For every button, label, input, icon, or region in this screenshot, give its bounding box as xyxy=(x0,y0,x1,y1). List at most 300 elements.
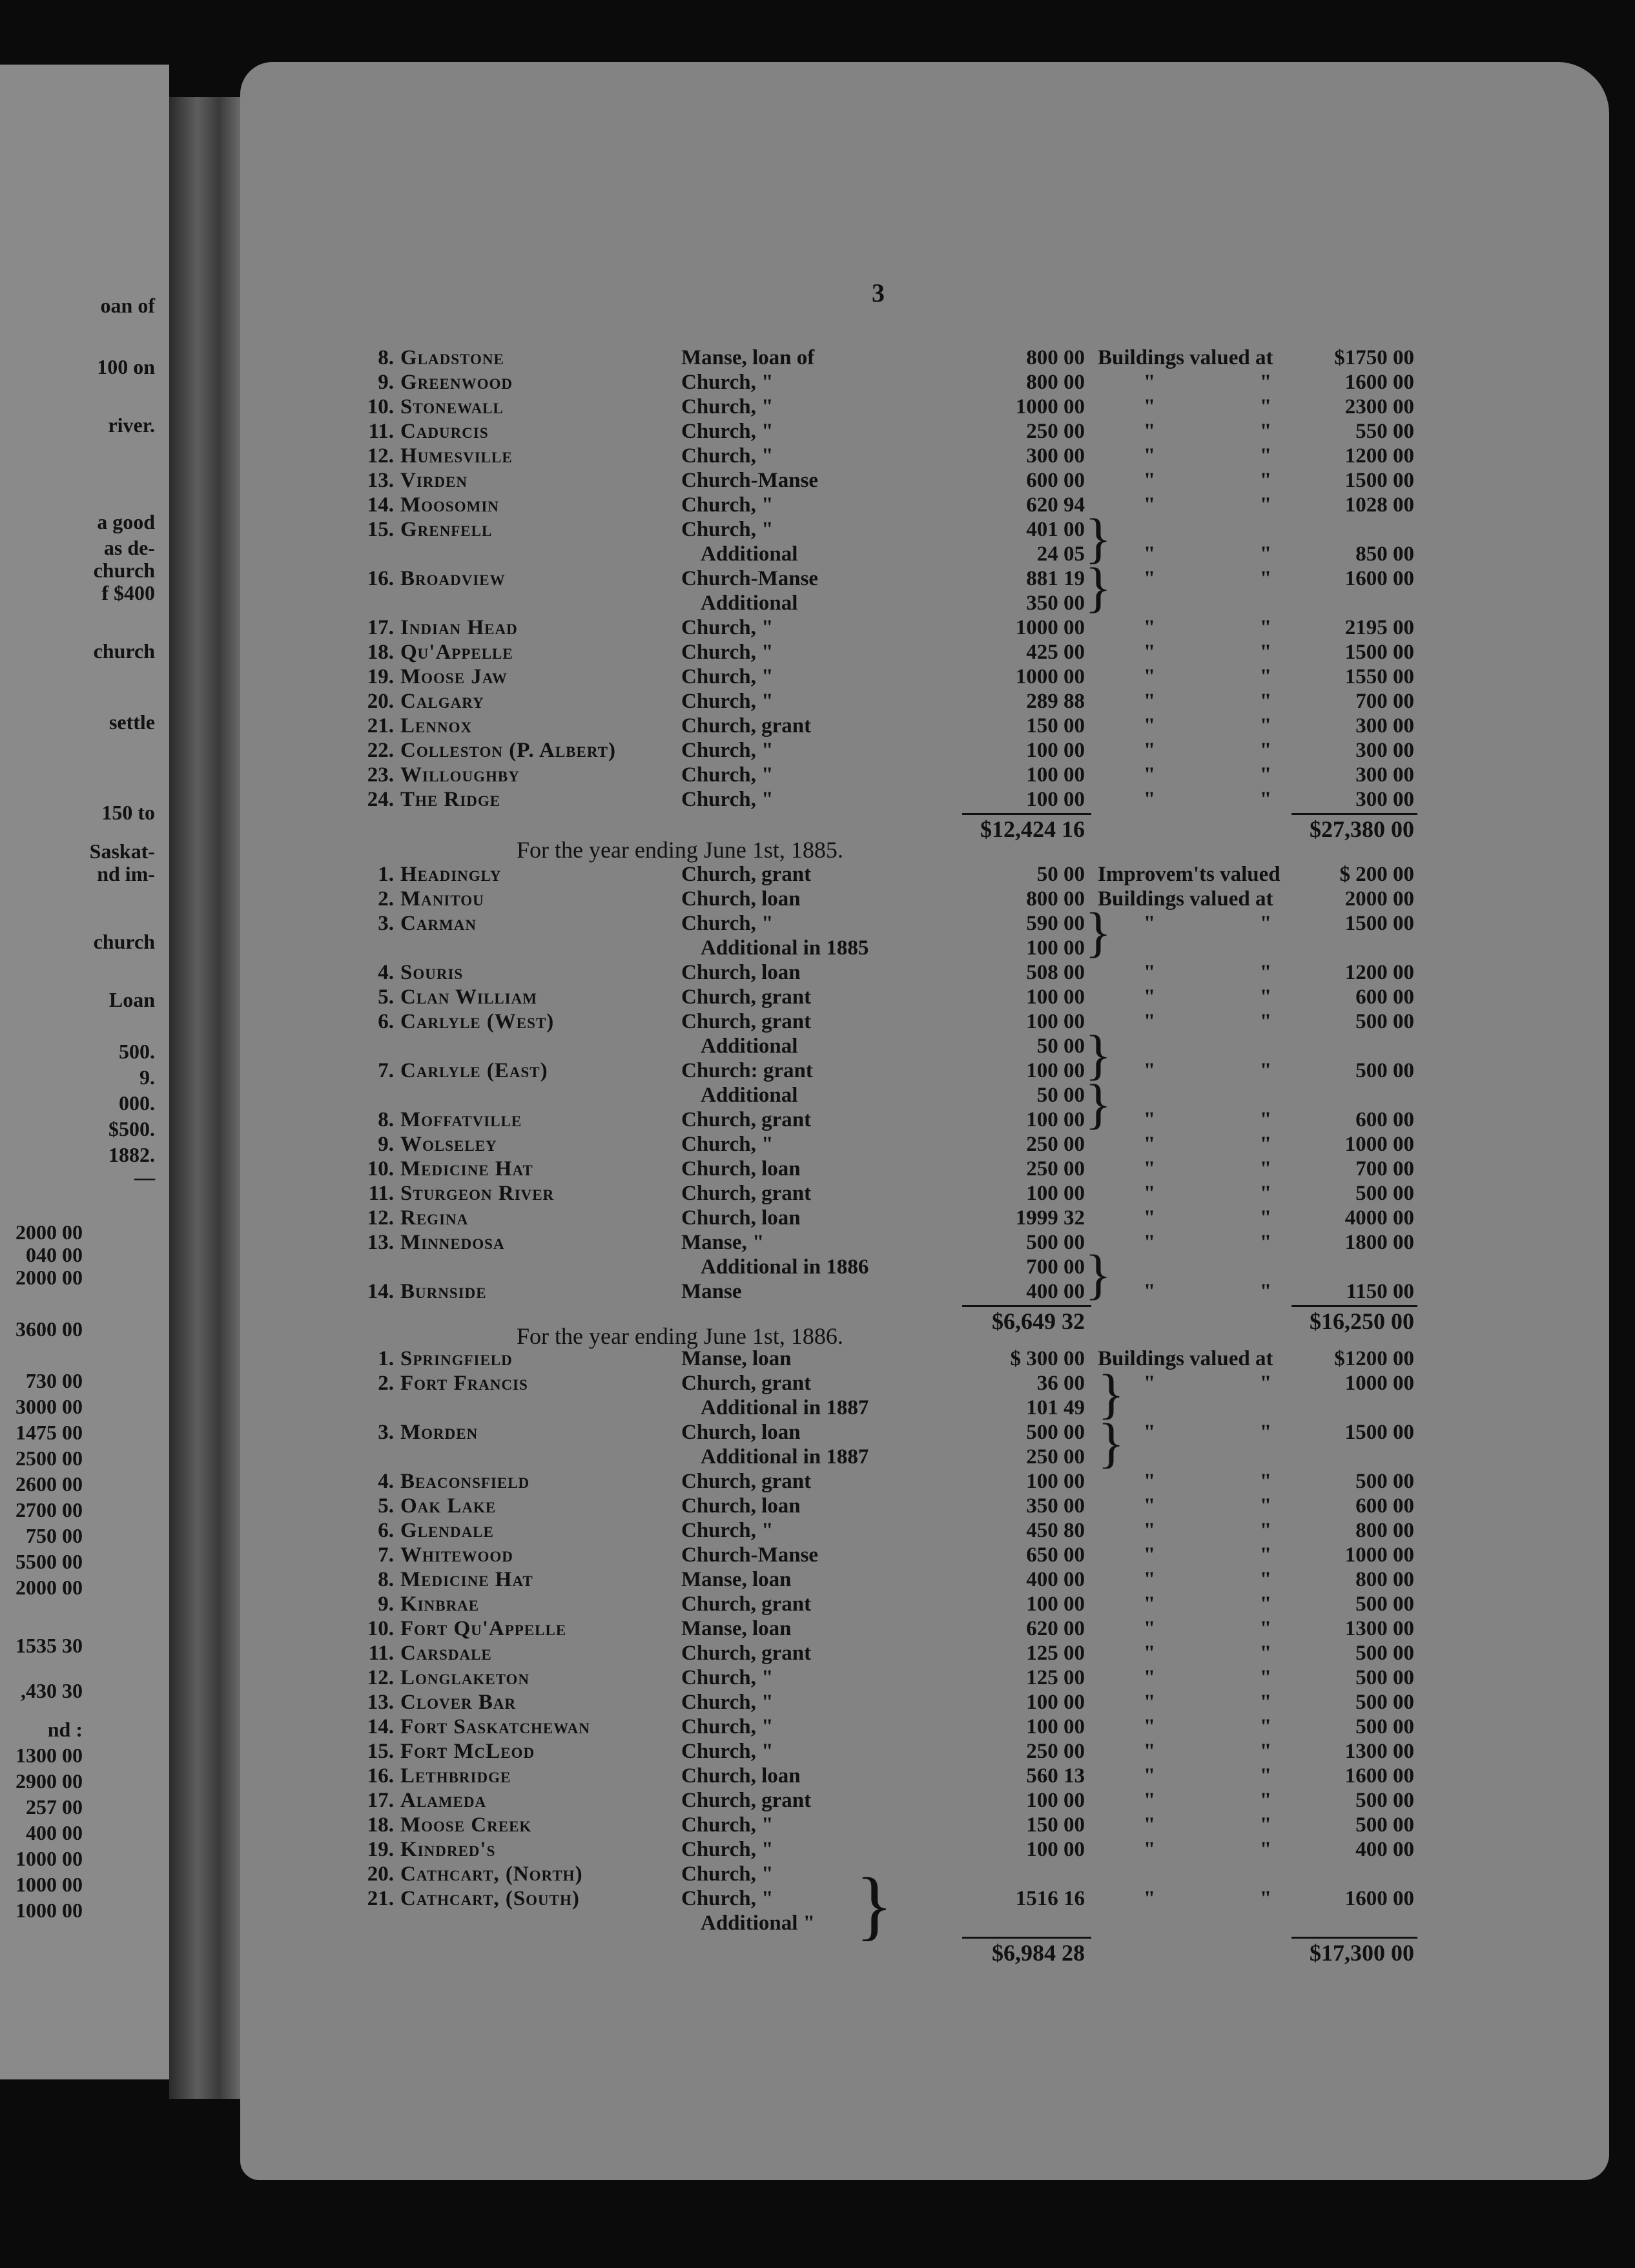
left-page-number: 1000 00 xyxy=(15,1847,83,1870)
ditto-mark: " xyxy=(1259,1231,1272,1254)
entry-place-name: Moose Jaw xyxy=(400,665,508,688)
entry-place-name: Qu'Appelle xyxy=(400,641,513,664)
ditto-mark: " xyxy=(1143,1617,1156,1640)
valuation-amount: 1150 00 xyxy=(1346,1280,1414,1303)
ditto-mark: " xyxy=(1143,1740,1156,1763)
entry-amount: 401 00 xyxy=(1026,518,1085,541)
valuation-amount: 500 00 xyxy=(1355,1789,1414,1812)
entry-type: Manse, loan xyxy=(681,1347,792,1370)
entry-place-name: Carlyle (West) xyxy=(400,1010,555,1033)
entry-number: 13. xyxy=(367,469,394,492)
entry-amount: 590 00 xyxy=(1026,912,1085,935)
ditto-mark: " xyxy=(1143,1108,1156,1131)
additional-label: Additional xyxy=(701,592,798,615)
left-page-number: 257 00 xyxy=(26,1795,83,1819)
ditto-mark: " xyxy=(1143,912,1156,935)
grouping-brace: } xyxy=(1085,1024,1112,1086)
entry-amount: 100 00 xyxy=(1026,1691,1085,1714)
entry-number: 7. xyxy=(378,1543,394,1567)
ditto-mark: " xyxy=(1143,493,1156,517)
left-page-number: 2900 00 xyxy=(15,1769,83,1793)
section-total-amount: $6,984 28 xyxy=(992,1940,1085,1966)
entry-place-name: Moffatville xyxy=(400,1108,522,1131)
ditto-mark: " xyxy=(1259,665,1272,688)
entry-place-name: Morden xyxy=(400,1421,478,1444)
entry-number: 12. xyxy=(367,1206,394,1230)
entry-type: Church, loan xyxy=(681,961,801,984)
left-page-number: 400 00 xyxy=(26,1821,83,1844)
entry-type: Church, " xyxy=(681,665,774,688)
grouping-brace: } xyxy=(1085,507,1112,569)
entry-type: Church, loan xyxy=(681,1421,801,1444)
entry-number: 22. xyxy=(367,739,394,762)
ditto-mark: " xyxy=(1259,1157,1272,1180)
entry-amount: 125 00 xyxy=(1026,1642,1085,1665)
entry-amount: 50 00 xyxy=(1036,1084,1085,1107)
valuation-amount: 300 00 xyxy=(1355,788,1414,811)
valuation-label: Improvem'ts valued xyxy=(1098,863,1280,886)
entry-place-name: Minnedosa xyxy=(400,1231,505,1254)
entry-amount: 400 00 xyxy=(1026,1568,1085,1591)
entry-type: Church, grant xyxy=(681,1108,812,1131)
valuation-amount: 1800 00 xyxy=(1344,1231,1414,1254)
entry-number: 11. xyxy=(368,420,394,443)
entry-amount: 100 00 xyxy=(1026,1789,1085,1812)
valuation-amount: 550 00 xyxy=(1355,420,1414,443)
grouping-brace: } xyxy=(856,1862,893,1948)
ditto-mark: " xyxy=(1259,371,1272,394)
additional-label: Additional " xyxy=(701,1912,815,1935)
entry-number: 5. xyxy=(378,985,394,1009)
entry-amount: 600 00 xyxy=(1026,469,1085,492)
valuation-amount: 1500 00 xyxy=(1344,1421,1414,1444)
valuation-amount: 1600 00 xyxy=(1344,1887,1414,1910)
valuation-amount: 500 00 xyxy=(1355,1059,1414,1082)
entry-type: Church, " xyxy=(681,1813,774,1837)
entry-number: 13. xyxy=(367,1691,394,1714)
entry-place-name: The Ridge xyxy=(400,788,501,811)
entry-amount: 300 00 xyxy=(1026,444,1085,468)
ditto-mark: " xyxy=(1143,444,1156,468)
entry-number: 23. xyxy=(367,763,394,787)
entry-type: Church, " xyxy=(681,518,774,541)
entry-amount: 24 05 xyxy=(1036,542,1085,566)
entry-place-name: Headingly xyxy=(400,863,502,886)
entry-amount: 800 00 xyxy=(1026,346,1085,369)
section-total-amount: $12,424 16 xyxy=(980,816,1085,842)
ditto-mark: " xyxy=(1259,542,1272,566)
entry-place-name: Cathcart, (North) xyxy=(400,1862,583,1886)
ditto-mark: " xyxy=(1259,1691,1272,1714)
ditto-mark: " xyxy=(1143,1666,1156,1689)
ditto-mark: " xyxy=(1259,1372,1272,1395)
entry-place-name: Manitou xyxy=(400,887,484,911)
ditto-mark: " xyxy=(1259,1568,1272,1591)
left-page-number: 1535 30 xyxy=(15,1634,83,1657)
ditto-mark: " xyxy=(1259,1642,1272,1665)
entry-place-name: Willoughby xyxy=(400,763,520,787)
valuation-amount: 500 00 xyxy=(1355,1715,1414,1738)
ditto-mark: " xyxy=(1143,1494,1156,1518)
ditto-mark: " xyxy=(1259,1617,1272,1640)
entry-place-name: Medicine Hat xyxy=(400,1568,533,1591)
ditto-mark: " xyxy=(1259,739,1272,762)
entry-amount: 50 00 xyxy=(1036,1035,1085,1058)
left-page-number: 2000 00 xyxy=(15,1576,83,1599)
left-page-number: 3600 00 xyxy=(15,1317,83,1341)
entry-number: 17. xyxy=(367,616,394,639)
entry-type: Church, " xyxy=(681,371,774,394)
ditto-mark: " xyxy=(1143,1887,1156,1910)
left-page-number: 1300 00 xyxy=(15,1744,83,1767)
left-page-text: 1882. xyxy=(108,1143,155,1166)
entry-place-name: Virden xyxy=(400,469,468,492)
entry-amount: 881 19 xyxy=(1026,567,1085,590)
entry-number: 13. xyxy=(367,1231,394,1254)
page-number: 3 xyxy=(872,278,885,307)
entry-amount: 650 00 xyxy=(1026,1543,1085,1567)
entry-place-name: Moosomin xyxy=(400,493,499,517)
entry-number: 4. xyxy=(378,1470,394,1493)
ditto-mark: " xyxy=(1143,1764,1156,1788)
valuation-amount: 300 00 xyxy=(1355,763,1414,787)
ditto-mark: " xyxy=(1259,1789,1272,1812)
entry-place-name: Broadview xyxy=(400,567,506,590)
entry-type: Church, grant xyxy=(681,1593,812,1616)
entry-amount: 100 00 xyxy=(1026,1470,1085,1493)
entry-type: Church, " xyxy=(681,444,774,468)
ditto-mark: " xyxy=(1143,690,1156,713)
valuation-amount: 1300 00 xyxy=(1344,1740,1414,1763)
left-page-number: 3000 00 xyxy=(15,1395,83,1418)
ditto-mark: " xyxy=(1143,567,1156,590)
ditto-mark: " xyxy=(1143,1593,1156,1616)
ditto-mark: " xyxy=(1259,469,1272,492)
total-rule xyxy=(962,1305,1091,1307)
entry-type: Church, " xyxy=(681,1862,774,1886)
ditto-mark: " xyxy=(1259,1543,1272,1567)
entry-place-name: Clan William xyxy=(400,985,537,1009)
entry-number: 18. xyxy=(367,1813,394,1837)
ditto-mark: " xyxy=(1259,1593,1272,1616)
left-page-number: nd : xyxy=(47,1718,83,1741)
entry-type: Church, grant xyxy=(681,863,812,886)
ditto-mark: " xyxy=(1143,763,1156,787)
ditto-mark: " xyxy=(1143,714,1156,737)
entry-place-name: Cadurcis xyxy=(400,420,489,443)
ditto-mark: " xyxy=(1259,641,1272,664)
entry-amount: 1000 00 xyxy=(1015,395,1085,418)
entry-place-name: Regina xyxy=(400,1206,469,1230)
entry-amount: 125 00 xyxy=(1026,1666,1085,1689)
left-page-number: ,430 30 xyxy=(21,1679,83,1702)
entry-type: Church, " xyxy=(681,1519,774,1542)
entry-number: 12. xyxy=(367,1666,394,1689)
entry-number: 5. xyxy=(378,1494,394,1518)
entry-number: 16. xyxy=(367,1764,394,1788)
valuation-amount: 500 00 xyxy=(1355,1182,1414,1205)
entry-amount: 500 00 xyxy=(1026,1421,1085,1444)
ditto-mark: " xyxy=(1143,1421,1156,1444)
entry-type: Church, loan xyxy=(681,1494,801,1518)
entry-amount: 100 00 xyxy=(1026,936,1085,960)
left-page-text: 9. xyxy=(139,1066,155,1089)
entry-number: 9. xyxy=(378,1593,394,1616)
ditto-mark: " xyxy=(1143,1519,1156,1542)
entry-number: 9. xyxy=(378,1133,394,1156)
entry-type: Manse xyxy=(681,1280,742,1303)
ditto-mark: " xyxy=(1259,1519,1272,1542)
additional-label: Additional xyxy=(701,1084,798,1107)
entry-number: 16. xyxy=(367,567,394,590)
valuation-amount: 2300 00 xyxy=(1344,395,1414,418)
ditto-mark: " xyxy=(1143,1182,1156,1205)
ditto-mark: " xyxy=(1143,1715,1156,1738)
ditto-mark: " xyxy=(1259,1666,1272,1689)
entry-type: Manse, loan xyxy=(681,1617,792,1640)
valuation-amount: 850 00 xyxy=(1355,542,1414,566)
ditto-mark: " xyxy=(1143,641,1156,664)
ditto-mark: " xyxy=(1259,493,1272,517)
ditto-mark: " xyxy=(1259,1206,1272,1230)
entry-number: 24. xyxy=(367,788,394,811)
entry-number: 7. xyxy=(378,1059,394,1082)
entry-place-name: Fort McLeod xyxy=(400,1740,535,1763)
entry-place-name: Stonewall xyxy=(400,395,504,418)
valuation-amount: 1200 00 xyxy=(1344,961,1414,984)
left-page-text: Saskat- xyxy=(89,840,155,863)
entry-amount: 250 00 xyxy=(1026,420,1085,443)
ditto-mark: " xyxy=(1259,1010,1272,1033)
left-page-text: church xyxy=(93,930,155,953)
ditto-mark: " xyxy=(1259,1133,1272,1156)
total-rule xyxy=(1291,1937,1417,1939)
left-page-number: 2600 00 xyxy=(15,1472,83,1496)
ditto-mark: " xyxy=(1143,1470,1156,1493)
entry-number: 3. xyxy=(378,1421,394,1444)
left-page-text: 500. xyxy=(119,1040,155,1063)
ditto-mark: " xyxy=(1143,395,1156,418)
entry-place-name: Carlyle (East) xyxy=(400,1059,548,1082)
entry-amount: 250 00 xyxy=(1026,1157,1085,1180)
entry-place-name: Longlaketon xyxy=(400,1666,530,1689)
entry-amount: 100 00 xyxy=(1026,763,1085,787)
entry-amount: 100 00 xyxy=(1026,1059,1085,1082)
entry-type: Church, loan xyxy=(681,1157,801,1180)
entry-amount: 800 00 xyxy=(1026,371,1085,394)
entry-place-name: Sturgeon River xyxy=(400,1182,555,1205)
grouping-brace: } xyxy=(1085,1073,1112,1135)
entry-number: 10. xyxy=(367,1157,394,1180)
valuation-amount: 500 00 xyxy=(1355,1470,1414,1493)
grouping-brace: } xyxy=(1085,901,1112,963)
valuation-amount: 700 00 xyxy=(1355,1157,1414,1180)
ditto-mark: " xyxy=(1143,1059,1156,1082)
grouping-brace: } xyxy=(1098,1363,1125,1425)
valuation-amount: 1600 00 xyxy=(1344,567,1414,590)
valuation-amount: 500 00 xyxy=(1355,1691,1414,1714)
entry-number: 14. xyxy=(367,1715,394,1738)
valuation-amount: 1000 00 xyxy=(1344,1372,1414,1395)
left-page-number: 1475 00 xyxy=(15,1421,83,1444)
valuation-amount: 600 00 xyxy=(1355,1494,1414,1518)
left-page-number: 040 00 xyxy=(26,1243,83,1266)
entry-type: Church, " xyxy=(681,1666,774,1689)
section-total-valuation: $16,250 00 xyxy=(1310,1308,1414,1334)
entry-type: Church, loan xyxy=(681,1764,801,1788)
ditto-mark: " xyxy=(1143,788,1156,811)
ditto-mark: " xyxy=(1259,961,1272,984)
entry-type: Church-Manse xyxy=(681,567,819,590)
valuation-amount: 1600 00 xyxy=(1344,1764,1414,1788)
entry-amount: 400 00 xyxy=(1026,1280,1085,1303)
entry-type: Manse, loan of xyxy=(681,346,815,369)
valuation-amount: 500 00 xyxy=(1355,1813,1414,1837)
entry-place-name: Humesville xyxy=(400,444,513,468)
additional-label: Additional in 1886 xyxy=(701,1255,869,1279)
valuation-amount: 300 00 xyxy=(1355,739,1414,762)
entry-place-name: Carsdale xyxy=(400,1642,492,1665)
ditto-mark: " xyxy=(1143,1010,1156,1033)
left-page-fragment xyxy=(0,65,169,2079)
entry-place-name: Colleston (P. Albert) xyxy=(400,739,616,762)
ditto-mark: " xyxy=(1259,1280,1272,1303)
entry-amount: 1516 16 xyxy=(1015,1887,1085,1910)
entry-amount: 250 00 xyxy=(1026,1445,1085,1469)
left-page-text: settle xyxy=(108,710,155,734)
ditto-mark: " xyxy=(1143,1543,1156,1567)
entry-amount: 620 00 xyxy=(1026,1617,1085,1640)
ditto-mark: " xyxy=(1143,665,1156,688)
entry-place-name: Medicine Hat xyxy=(400,1157,533,1180)
entry-amount: 100 00 xyxy=(1026,1593,1085,1616)
entry-type: Church, " xyxy=(681,493,774,517)
entry-number: 15. xyxy=(367,518,394,541)
ditto-mark: " xyxy=(1259,1421,1272,1444)
left-page-number: 750 00 xyxy=(26,1524,83,1547)
ditto-mark: " xyxy=(1259,1715,1272,1738)
ditto-mark: " xyxy=(1259,420,1272,443)
ditto-mark: " xyxy=(1259,1764,1272,1788)
ditto-mark: " xyxy=(1259,763,1272,787)
left-page-number: 2000 00 xyxy=(15,1266,83,1289)
entry-number: 6. xyxy=(378,1519,394,1542)
additional-label: Additional xyxy=(701,1035,798,1058)
entry-place-name: Alameda xyxy=(400,1789,487,1812)
valuation-amount: 300 00 xyxy=(1355,714,1414,737)
entry-type: Church, " xyxy=(681,1740,774,1763)
valuation-amount: 500 00 xyxy=(1355,1666,1414,1689)
entry-amount: 100 00 xyxy=(1026,1182,1085,1205)
entry-amount: 100 00 xyxy=(1026,1108,1085,1131)
entry-type: Church-Manse xyxy=(681,469,819,492)
ditto-mark: " xyxy=(1259,1740,1272,1763)
ditto-mark: " xyxy=(1259,1182,1272,1205)
entry-number: 9. xyxy=(378,371,394,394)
entry-place-name: Lennox xyxy=(400,714,473,737)
grouping-brace: } xyxy=(1085,556,1112,618)
entry-type: Manse, loan xyxy=(681,1568,792,1591)
valuation-amount: 500 00 xyxy=(1355,1642,1414,1665)
total-rule xyxy=(962,1937,1091,1939)
ditto-mark: " xyxy=(1143,961,1156,984)
entry-type: Church, grant xyxy=(681,714,812,737)
entry-type: Church, grant xyxy=(681,1470,812,1493)
entry-amount: 500 00 xyxy=(1026,1231,1085,1254)
valuation-amount: 1300 00 xyxy=(1344,1617,1414,1640)
grouping-brace: } xyxy=(1098,1412,1125,1474)
entry-number: 11. xyxy=(368,1642,394,1665)
additional-label: Additional xyxy=(701,542,798,566)
entry-number: 2. xyxy=(378,1372,394,1395)
ditto-mark: " xyxy=(1143,1231,1156,1254)
left-page-number: 5500 00 xyxy=(15,1550,83,1573)
total-rule xyxy=(962,813,1091,815)
entry-type: Church, " xyxy=(681,1691,774,1714)
valuation-amount: 1500 00 xyxy=(1344,641,1414,664)
ditto-mark: " xyxy=(1143,985,1156,1009)
entry-number: 12. xyxy=(367,444,394,468)
valuation-amount: $1200 00 xyxy=(1334,1347,1414,1370)
ditto-mark: " xyxy=(1143,420,1156,443)
additional-label: Additional in 1887 xyxy=(701,1445,869,1469)
left-page-text: church xyxy=(93,639,155,663)
ditto-mark: " xyxy=(1259,1887,1272,1910)
entry-place-name: Greenwood xyxy=(400,371,513,394)
entry-place-name: Lethbridge xyxy=(400,1764,511,1788)
entry-number: 3. xyxy=(378,912,394,935)
entry-amount: 289 88 xyxy=(1026,690,1085,713)
valuation-amount: 1600 00 xyxy=(1344,371,1414,394)
entry-place-name: Carman xyxy=(400,912,477,935)
entry-place-name: Fort Saskatchewan xyxy=(400,1715,590,1738)
entry-number: 4. xyxy=(378,961,394,984)
entry-place-name: Souris xyxy=(400,961,464,984)
ditto-mark: " xyxy=(1259,714,1272,737)
ditto-mark: " xyxy=(1259,1470,1272,1493)
valuation-label: Buildings valued at xyxy=(1098,1347,1273,1370)
entry-number: 15. xyxy=(367,1740,394,1763)
entry-amount: 36 00 xyxy=(1036,1372,1085,1395)
section-title: For the year ending June 1st, 1886. xyxy=(517,1323,843,1349)
entry-number: 14. xyxy=(367,493,394,517)
entry-type: Church, " xyxy=(681,912,774,935)
grouping-brace: } xyxy=(1085,1243,1112,1305)
entry-place-name: Oak Lake xyxy=(400,1494,497,1518)
entry-number: 2. xyxy=(378,887,394,911)
entry-type: Church, grant xyxy=(681,985,812,1009)
entry-place-name: Glendale xyxy=(400,1519,494,1542)
entry-number: 17. xyxy=(367,1789,394,1812)
entry-number: 10. xyxy=(367,1617,394,1640)
entry-type: Church, " xyxy=(681,616,774,639)
entry-amount: 350 00 xyxy=(1026,1494,1085,1518)
section-total-valuation: $17,300 00 xyxy=(1310,1940,1414,1966)
valuation-amount: 800 00 xyxy=(1355,1568,1414,1591)
ditto-mark: " xyxy=(1259,567,1272,590)
entry-place-name: Springfield xyxy=(400,1347,513,1370)
entry-amount: 100 00 xyxy=(1026,1010,1085,1033)
ditto-mark: " xyxy=(1143,1691,1156,1714)
ditto-mark: " xyxy=(1143,1642,1156,1665)
entry-place-name: Beaconsfield xyxy=(400,1470,530,1493)
left-page-text: Loan xyxy=(108,988,155,1011)
valuation-amount: 1550 00 xyxy=(1344,665,1414,688)
ditto-mark: " xyxy=(1259,395,1272,418)
entry-number: 19. xyxy=(367,665,394,688)
entry-type: Church, " xyxy=(681,1133,774,1156)
ditto-mark: " xyxy=(1259,912,1272,935)
